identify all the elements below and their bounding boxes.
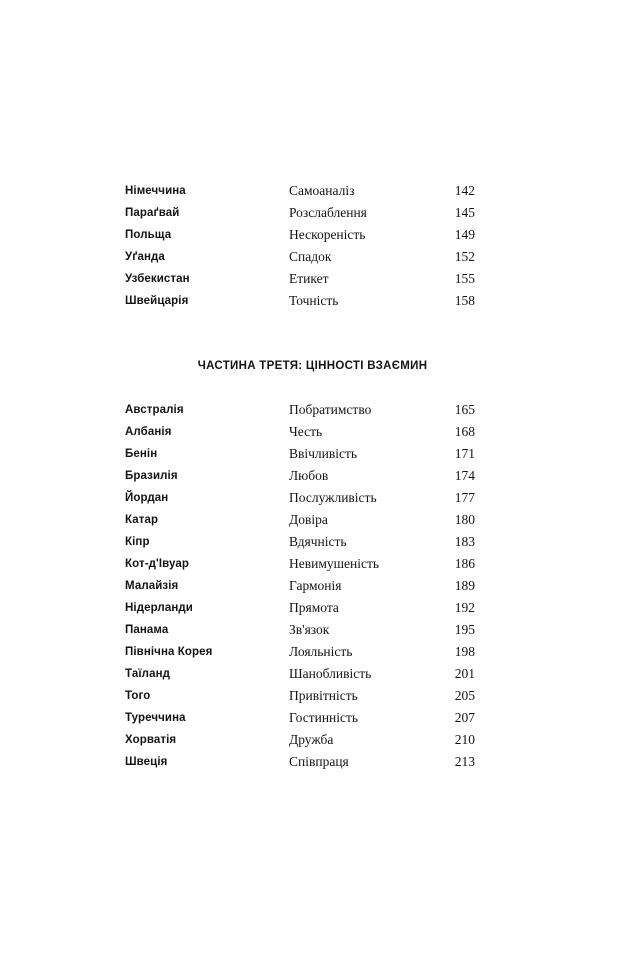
toc-entry-value: Привітність — [289, 688, 358, 703]
toc-entry-value: Любов — [289, 468, 329, 483]
toc-entry-page-number: 192 — [454, 600, 475, 615]
toc-entry-country: Параґвай — [125, 207, 180, 219]
toc-entry — [125, 227, 475, 249]
toc-entry-value: Нескореність — [289, 227, 366, 242]
toc-entry-page-number: 145 — [454, 205, 475, 220]
toc-entry — [125, 183, 475, 205]
toc-entry — [125, 556, 475, 578]
toc-entry-country: Швейцарія — [125, 295, 189, 307]
toc-entry-page-number: 158 — [454, 293, 475, 308]
toc-entry-country: Панама — [125, 624, 169, 636]
toc-entry — [125, 490, 475, 512]
toc-entry — [125, 271, 475, 293]
toc-entry — [125, 600, 475, 622]
toc-entry-page-number: 174 — [454, 468, 475, 483]
toc-entry — [125, 666, 475, 688]
toc-entry-value: Послужливість — [289, 490, 377, 505]
toc-entry — [125, 622, 475, 644]
toc-entry-page-number: 155 — [454, 271, 475, 286]
toc-entry — [125, 205, 475, 227]
toc-entry — [125, 710, 475, 732]
toc-entry-country: Бенін — [125, 448, 158, 460]
part-three-heading: ЧАСТИНА ТРЕТЯ: ЦІННОСТІ ВЗАЄМИН — [197, 360, 428, 372]
toc-entry-page-number: 198 — [454, 644, 475, 659]
toc-entry-page-number: 195 — [454, 622, 475, 637]
toc-entry-value: Співпраця — [289, 754, 349, 769]
toc-entry-value: Довіра — [289, 512, 328, 527]
toc-entry-country: Йордан — [125, 492, 169, 504]
toc-entry-country: Узбекистан — [125, 273, 190, 285]
toc-entry-country: Уґанда — [125, 251, 165, 263]
toc-entry-country: Таїланд — [125, 668, 171, 680]
toc-section-two — [125, 402, 475, 776]
toc-entry-page-number: 177 — [454, 490, 475, 505]
toc-entry — [125, 644, 475, 666]
toc-entry — [125, 578, 475, 600]
toc-entry — [125, 468, 475, 490]
toc-entry-country: Туреччина — [125, 712, 186, 724]
toc-section-one — [125, 183, 475, 315]
toc-entry — [125, 402, 475, 424]
toc-entry-page-number: 210 — [454, 732, 475, 747]
toc-entry — [125, 446, 475, 468]
toc-entry-country: Того — [125, 690, 151, 702]
toc-entry-country: Малайзія — [125, 580, 179, 592]
toc-entry-page-number: 201 — [454, 666, 475, 681]
toc-entry-page-number: 171 — [454, 446, 475, 461]
toc-entry-value: Невимушеність — [289, 556, 380, 571]
toc-entry-country: Німеччина — [125, 185, 186, 197]
toc-entry — [125, 534, 475, 556]
toc-entry — [125, 424, 475, 446]
toc-entry-value: Гостинність — [289, 710, 359, 725]
toc-entry-value: Гармонія — [289, 578, 342, 593]
toc-entry-page-number: 207 — [454, 710, 475, 725]
toc-entry-country: Албанія — [125, 426, 172, 438]
toc-entry-page-number: 152 — [454, 249, 475, 264]
toc-entry-value: Шанобливість — [289, 666, 372, 681]
toc-entry-value: Честь — [289, 424, 323, 439]
toc-entry-country: Бразилія — [125, 470, 178, 482]
toc-entry — [125, 732, 475, 754]
toc-entry-country: Нідерланди — [125, 602, 193, 614]
toc-entry-value: Лояльність — [289, 644, 353, 659]
toc-entry-country: Швеція — [125, 756, 168, 768]
toc-entry-value: Побратимство — [289, 402, 372, 417]
toc-entry-country: Кіпр — [125, 536, 150, 548]
toc-entry-country: Кот-д'Івуар — [125, 558, 189, 570]
toc-entry-value: Спадок — [289, 249, 332, 264]
toc-entry — [125, 293, 475, 315]
toc-entry-value: Точність — [289, 293, 339, 308]
toc-entry-country: Австралія — [125, 404, 184, 416]
toc-entry-country: Хорватія — [125, 734, 177, 746]
toc-entry-value: Розслаблення — [289, 205, 367, 220]
toc-entry — [125, 512, 475, 534]
toc-entry-country: Північна Корея — [125, 646, 213, 658]
toc-entry-page-number: 165 — [454, 402, 475, 417]
toc-entry-page-number: 213 — [454, 754, 475, 769]
toc-entry-page-number: 189 — [454, 578, 475, 593]
toc-entry-value: Прямота — [289, 600, 339, 615]
toc-entry-value: Вдячність — [289, 534, 347, 549]
toc-entry-country: Катар — [125, 514, 159, 526]
toc-entry-page-number: 183 — [454, 534, 475, 549]
toc-entry-page-number: 180 — [454, 512, 475, 527]
toc-entry-value: Дружба — [289, 732, 334, 747]
toc-entry-page-number: 168 — [454, 424, 475, 439]
toc-entry-value: Етикет — [289, 271, 329, 286]
toc-entry-page-number: 149 — [454, 227, 475, 242]
toc-entry-value: Самоаналіз — [289, 183, 355, 198]
toc-entry-value: Ввічливість — [289, 446, 358, 461]
toc-entry-page-number: 142 — [454, 183, 475, 198]
toc-entry-value: Зв'язок — [289, 622, 330, 637]
toc-entry-country: Польща — [125, 229, 172, 241]
toc-entry — [125, 688, 475, 710]
toc-entry — [125, 754, 475, 776]
toc-entry-page-number: 205 — [454, 688, 475, 703]
toc-entry — [125, 249, 475, 271]
toc-entry-page-number: 186 — [454, 556, 475, 571]
